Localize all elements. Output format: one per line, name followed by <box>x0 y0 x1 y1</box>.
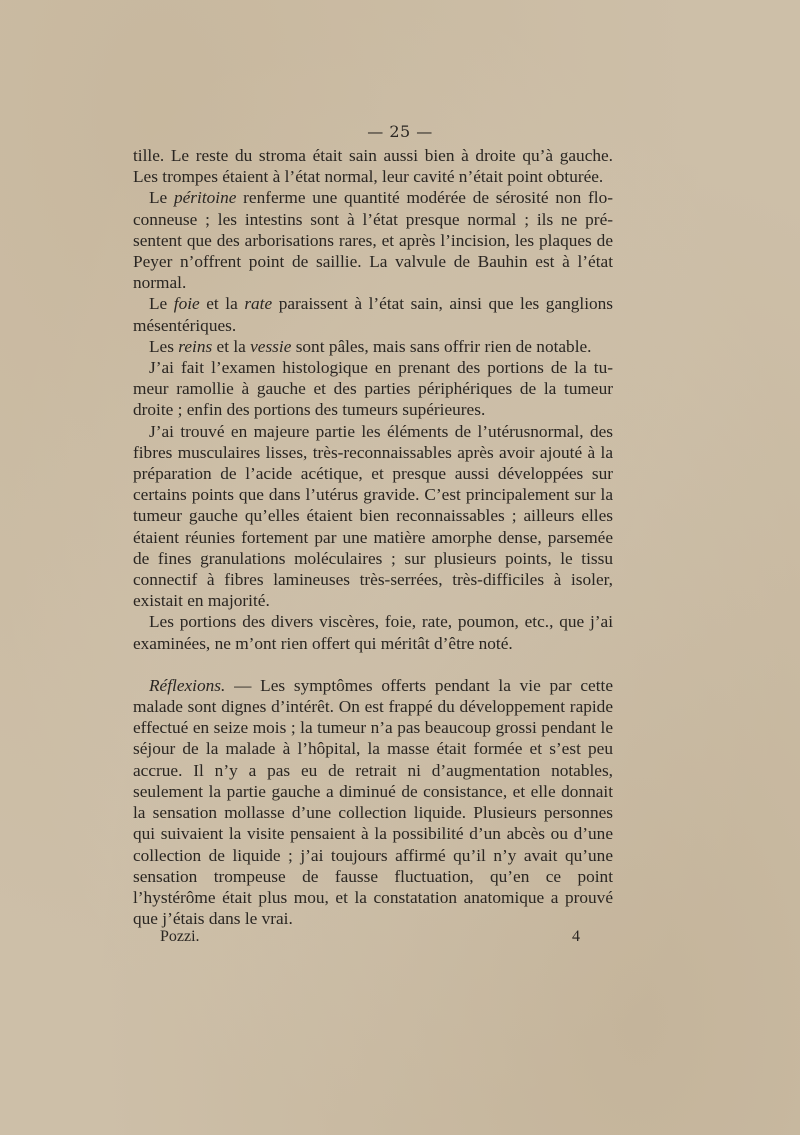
paragraph-5: J’ai fait l’examen histologique en prenant des portions de la tumeur ramollie à gauche et des parties périphériques de la tumeur droite ; enfin des portions des tumeurs supérieures. <box>133 358 613 420</box>
paragraph-7: Les portions des divers viscères, foie, rate, poumon, etc., que j’ai examinées, ne m’ont rien offert qui méritât d’être noté. <box>133 612 613 653</box>
page-number: — 25 — <box>367 122 433 141</box>
paragraph-1: tille. Le reste du stroma était sain aussi bien à droite qu’à gauche. Les trompes étaient à l’état normal, leur cavité n’était point obturée. <box>133 146 613 187</box>
paragraph-3-italic-b: rate <box>244 294 273 314</box>
page-footer <box>160 928 580 946</box>
paragraph-3-lead: Le <box>149 294 174 314</box>
paragraph-2-italic: péritoine <box>174 188 237 208</box>
paragraph-8 <box>133 675 613 929</box>
paragraph-2-body: renferme une quantité modérée de sérosité non floconneuse ; les intestins sont à l’état presque normal ; ils ne présentent que des arborisations rares, et après l’incision, les plaques de Peyer n’offrent point de saillie. La valvule de Bauhin est à l’état normal. <box>133 188 613 293</box>
body-text <box>133 145 613 929</box>
paragraph-4-lead: Les <box>149 336 179 356</box>
paragraph-4-italic-a: reins <box>178 336 213 356</box>
paragraph-4-mid: et la <box>212 336 251 356</box>
footer-signature: 4 <box>572 928 580 945</box>
paragraph-2 <box>133 187 613 293</box>
paragraph-3-body: paraissent à l’état sain, ainsi que les ganglions mésentériques. <box>133 294 613 335</box>
reflexions-heading: Réflexions. <box>149 675 226 695</box>
paragraph-4-italic-b: vessie <box>250 336 292 356</box>
paragraph-3 <box>133 293 613 335</box>
paragraph-3-italic-a: foie <box>173 294 200 314</box>
footer-author: Pozzi. <box>160 928 200 945</box>
paragraph-2-lead: Le <box>149 188 174 208</box>
paragraph-6: J’ai trouvé en majeure partie les éléments de l’utérusnormal, des fibres musculaires lisses, très-reconnaissables après avoir ajouté à la préparation de l’acide acétique, et presque aussi développées sur certains points que dans l’utérus gravide. C’est principalement sur la tumeur gauche qu’elles étaient bien reconnaissables ; ailleurs elles étaient réunies fortement par une matière amorphe dense, parsemée de fines granulations moléculaires ; sur plusieurs points, le tissu connectif à fibres lamineuses très-serrées, très-difficiles à isoler, existait en majorité. <box>133 421 613 611</box>
paragraph-4 <box>133 336 613 357</box>
paragraph-4-body: sont pâles, mais sans offrir rien de notable. <box>291 336 592 356</box>
paragraph-3-mid: et la <box>199 294 245 314</box>
paragraph-8-body: — Les symptômes offerts pendant la vie par cette malade sont dignes d’intérêt. On est frappé du développement rapide effectué en seize mois ; la tumeur n’a pas beaucoup grossi pendant le séjour de la malade à l’hôpital, la masse était formée et s’est peu accrue. Il n’y a pas eu de retrait ni d’augmentation notables, seulement la partie gauche a diminué de consistance, et elle donnait la sensation mollasse d’une collection liquide. Plusieurs personnes qui suivaient la visite pensaient à la possibilité d’un abcès ou d’une collection de liquide ; j’ai toujours affirmé qu’il n’y avait qu’une sensation trompeuse de fausse fluctuation, qu’en ce point l’hystérôme était plus mou, et la constatation anatomique a prouvé que j’étais dans le vrai. <box>133 675 613 929</box>
